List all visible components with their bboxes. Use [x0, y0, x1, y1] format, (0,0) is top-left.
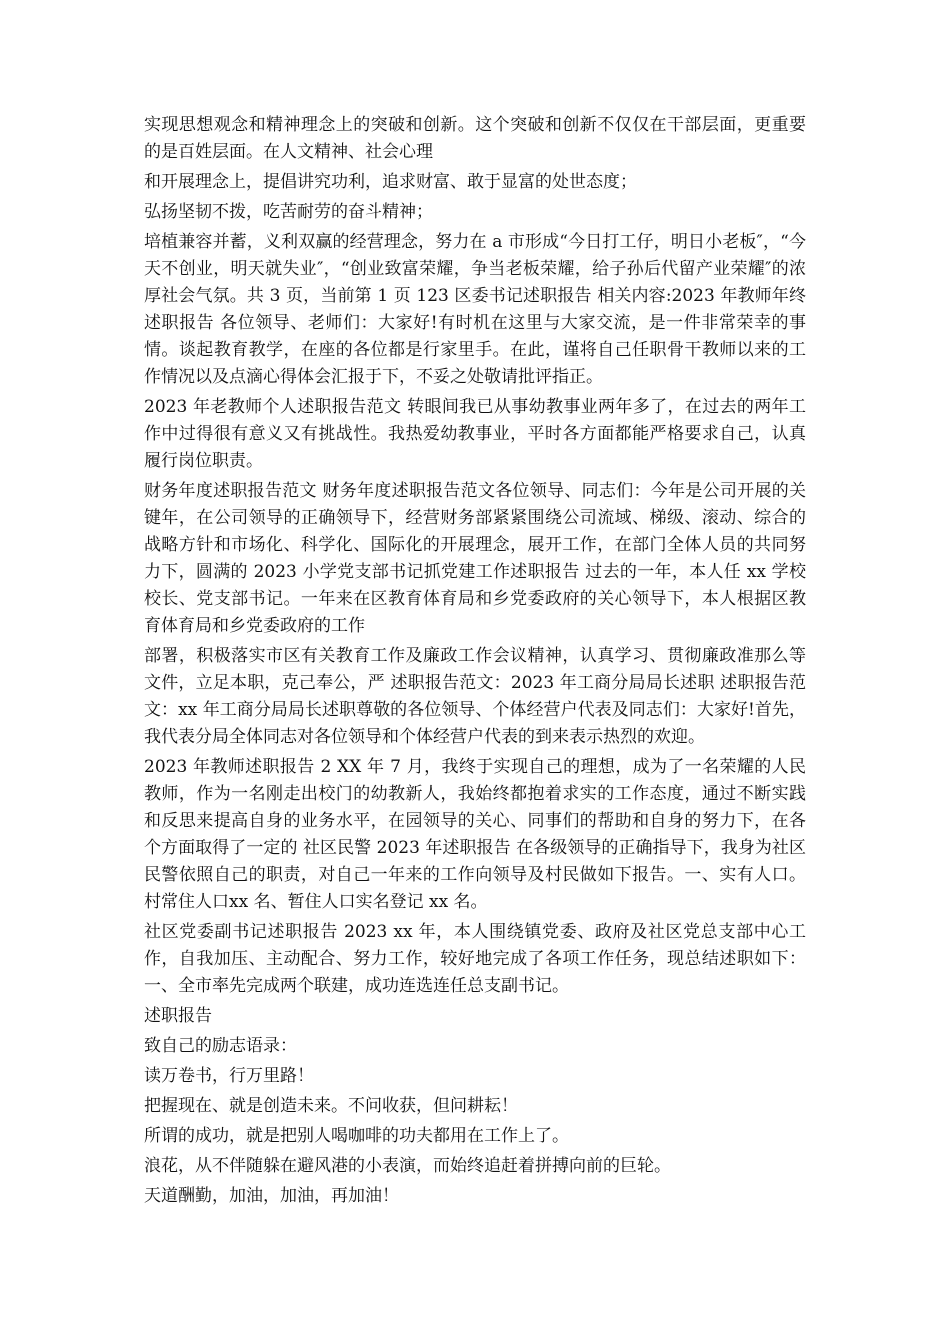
- quote-line: 所谓的成功，就是把别人喝咖啡的功夫都用在工作上了。: [144, 1126, 569, 1146]
- quote-line: 读万卷书，行万里路！: [144, 1066, 314, 1086]
- paragraph: 财务年度述职报告范文 财务年度述职报告范文各位领导、同志们：今年是公司开展的关键年，在公司领导的正确领导下，经营财务部紧紧围绕公司流域、梯级、滚动、综合的战略方针和市场化、科学化、国际化的开展理念，展开工作，在部门全体人员的共同努力下，圆满的 2023 小学党支部书记抓党建工作述职报告 过去的一年，本人任 xx 学校校长、党支部书记。一年来在区教育体育局和乡党委政府的关心领导下，本人根据区教育体育局和乡党委政府的工作: [144, 481, 806, 636]
- quote-line: 天道酬勤，加油，加油，再加油！: [144, 1186, 399, 1206]
- quotes-heading: 致自己的励志语录：: [144, 1036, 297, 1056]
- quote-line: 把握现在、就是创造未来。不问收获，但问耕耘！: [144, 1096, 518, 1116]
- paragraph: 社区党委副书记述职报告 2023 xx 年，本人围绕镇党委、政府及社区党总支部中心工作，自我加压、主动配合、努力工作，较好地完成了各项工作任务，现总结述职如下：一、全市率先完成两个联建，成功连选连任总支副书记。: [144, 922, 806, 996]
- quote-line: 浪花，从不伴随躲在避风港的小表演，而始终追赶着拼搏向前的巨轮。: [144, 1156, 671, 1176]
- paragraph: 弘扬坚韧不拨，吃苦耐劳的奋斗精神；: [144, 202, 433, 222]
- paragraph: 培植兼容并蓄，义利双赢的经营理念，努力在 a 市形成“今日打工仔，明日小老板″，“今天不创业，明天就失业″，“创业致富荣耀，争当老板荣耀，给子孙后代留产业荣耀″的浓厚社会气氛。共 3 页，当前第 1 页 123 区委书记述职报告 相关内容:2023 年教师年终述职报告 各位领导、老师们：大家好!有时机在这里与大家交流，是一件非常荣幸的事情。谈起教育教学，在座的各位都是行家里手。在此，谨将自己任职骨干教师以来的工作情况以及点滴心得体会汇报于下，不妥之处敬请批评指正。: [144, 232, 806, 387]
- paragraph: 和开展理念上，提倡讲究功利，追求财富、敢于显富的处世态度；: [144, 172, 637, 192]
- section-heading: 述职报告: [144, 1006, 212, 1026]
- paragraph: 部署，积极落实市区有关教育工作及廉政工作会议精神，认真学习、贯彻廉政准那么等文件，立足本职，克己奉公，严 述职报告范文：2023 年工商分局局长述职 述职报告范文：xx 年工商分局局长述职尊敬的各位领导、个体经营户代表及同志们：大家好!首先，我代表分局全体同志对各位领导和个体经营户代表的到来表示热烈的欢迎。: [144, 646, 806, 747]
- paragraph: 2023 年老教师个人述职报告范文 转眼间我已从事幼教事业两年多了，在过去的两年工作中过得很有意义又有挑战性。我热爱幼教事业，平时各方面都能严格要求自己，认真履行岗位职责。: [144, 397, 806, 471]
- paragraph: 2023 年教师述职报告 2 XX 年 7 月，我终于实现自己的理想，成为了一名荣耀的人民教师，作为一名刚走出校门的幼教新人，我始终都抱着求实的工作态度，通过不断实践和反思来提高自身的业务水平，在园领导的关心、同事们的帮助和自身的努力下，在各个方面取得了一定的 社区民警 2023 年述职报告 在各级领导的正确指导下，我身为社区民警依照自己的职责，对自己一年来的工作向领导及村民做如下报告。一、实有人口。村常住人口xx 名、暂住人口实名登记 xx 名。: [144, 757, 806, 912]
- paragraph: 实现思想观念和精神理念上的突破和创新。这个突破和创新不仅仅在干部层面，更重要的是百姓层面。在人文精神、社会心理: [144, 115, 806, 162]
- document-body: [144, 112, 806, 1213]
